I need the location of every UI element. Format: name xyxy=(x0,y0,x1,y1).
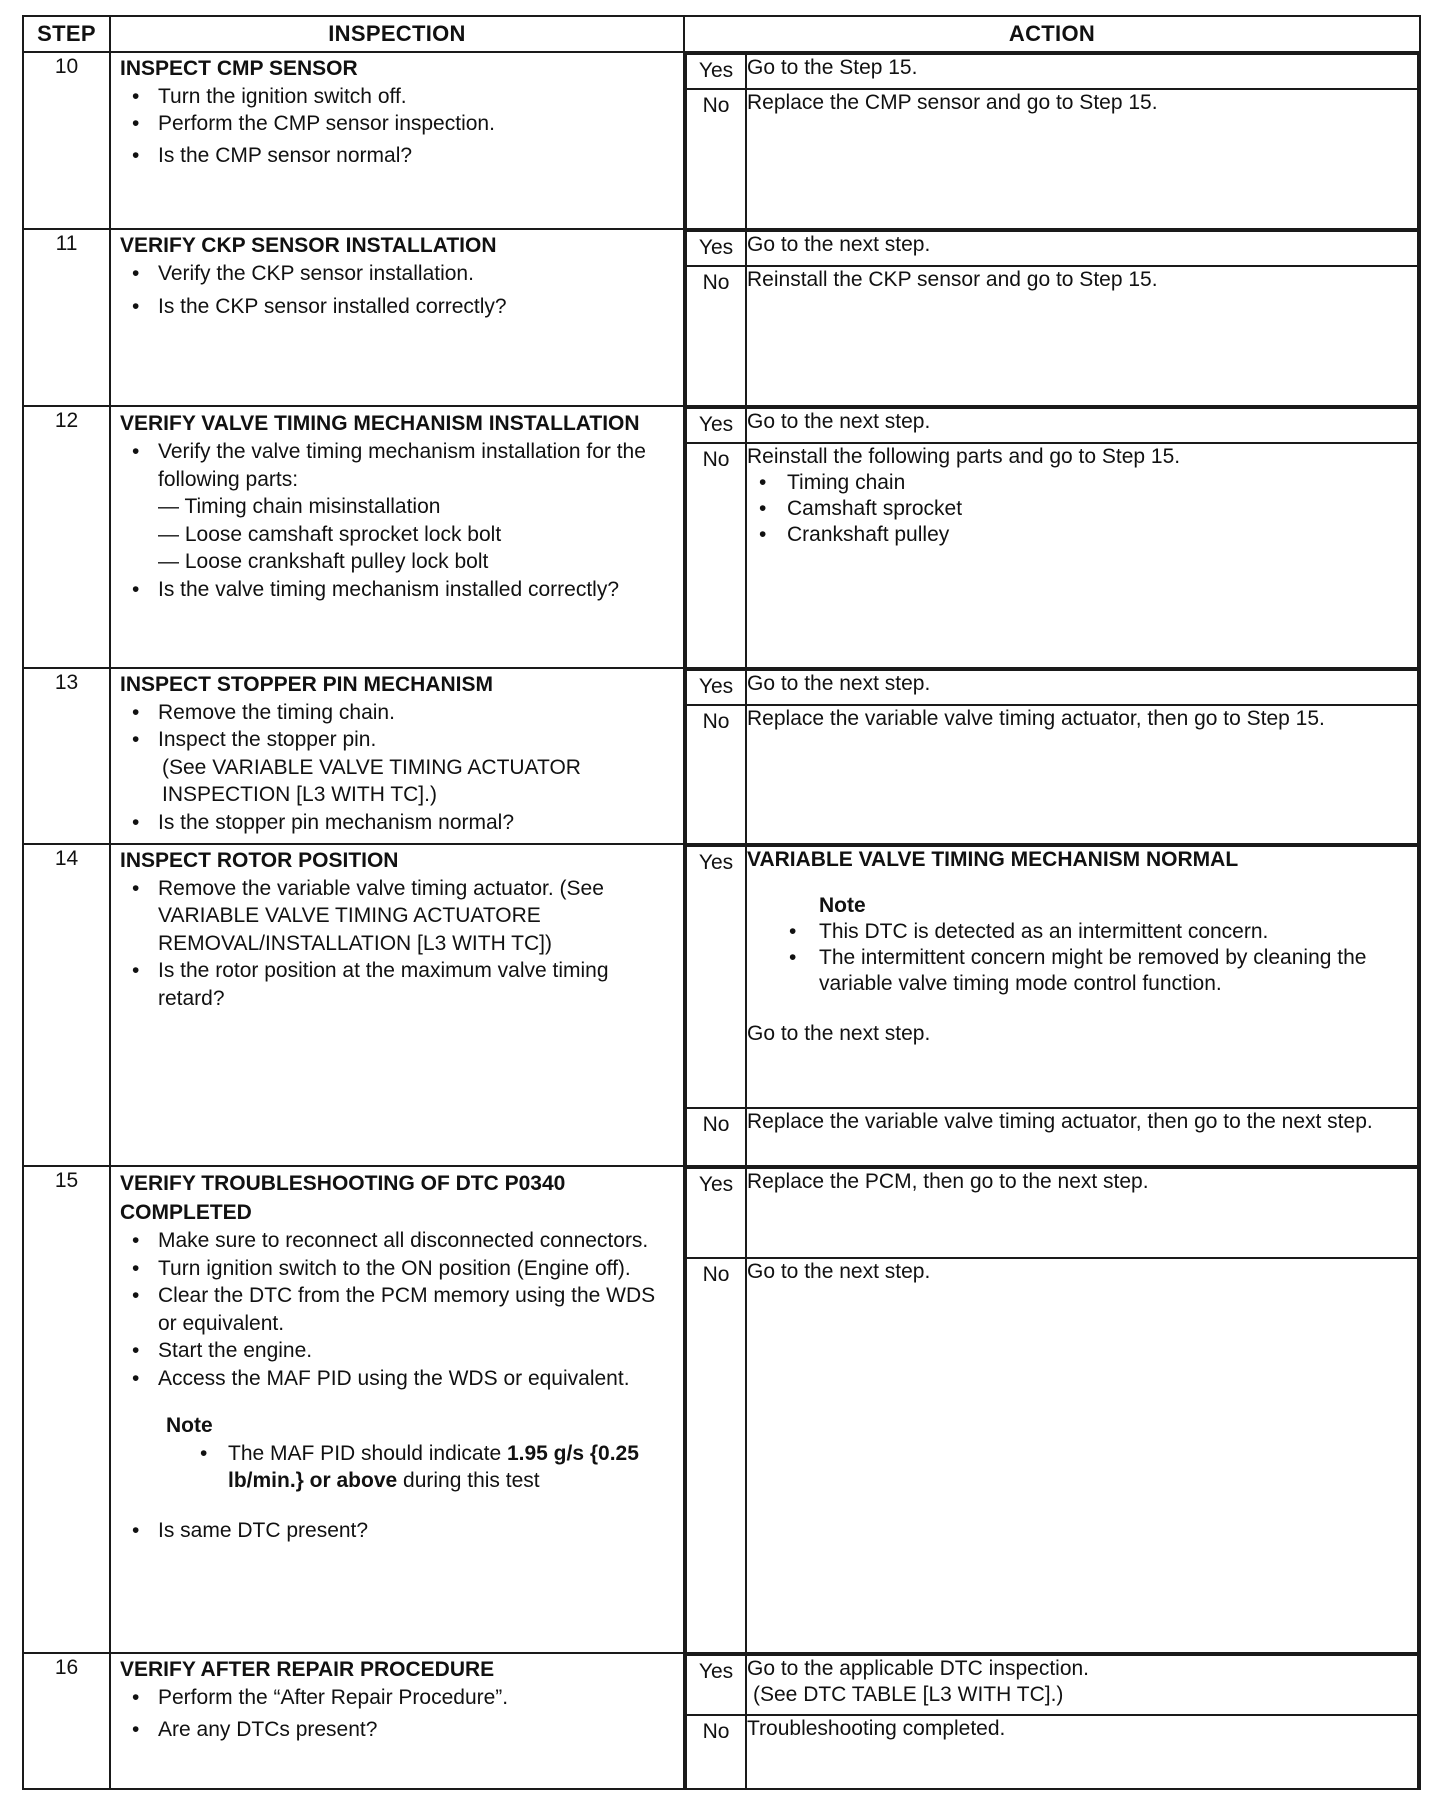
inspection-cell xyxy=(110,668,684,844)
inspection-bullet: • Is same DTC present? xyxy=(120,1517,671,1545)
step-title: INSPECT STOPPER PIN MECHANISM xyxy=(120,673,493,696)
step-row-14 xyxy=(23,844,1420,1166)
no-label: No xyxy=(686,1715,746,1788)
yes-action: Go to the next step. xyxy=(746,231,1418,266)
no-label: No xyxy=(686,443,746,667)
inspection-bullet: • Start the engine. xyxy=(120,1337,671,1365)
inspection-bullet: • Is the stopper pin mechanism normal? xyxy=(120,809,671,837)
note-text-end: during this test xyxy=(397,1469,540,1492)
step-number: 11 xyxy=(23,229,110,406)
note-label: Note xyxy=(819,894,866,917)
yes-action: Go to the next step. xyxy=(746,670,1418,705)
no-action: Troubleshooting completed. xyxy=(746,1715,1418,1788)
step-title: INSPECT CMP SENSOR xyxy=(120,57,358,80)
yes-action-cell xyxy=(746,846,1418,1108)
step-title: INSPECT ROTOR POSITION xyxy=(120,849,399,872)
inspection-bullet: • Make sure to reconnect all disconnected connectors. xyxy=(120,1227,671,1255)
step-title: VERIFY AFTER REPAIR PROCEDURE xyxy=(120,1658,495,1681)
yes-label: Yes xyxy=(686,54,746,89)
step-number: 16 xyxy=(23,1653,110,1789)
answer-cell xyxy=(684,1166,1420,1653)
answer-cell xyxy=(684,52,1420,229)
part-item: • Camshaft sprocket xyxy=(747,496,1417,522)
yes-action: Go to the applicable DTC inspection. xyxy=(747,1657,1090,1680)
yes-action: Go to the next step. xyxy=(746,408,1418,443)
inspection-bullet: • Perform the CMP sensor inspection. xyxy=(120,110,671,138)
step-number: 14 xyxy=(23,844,110,1166)
inspection-bullet: • Is the CKP sensor installed correctly? xyxy=(120,293,671,321)
inspection-bullet: • Turn ignition switch to the ON position (Engine off). xyxy=(120,1255,671,1283)
inspection-cell xyxy=(110,1653,684,1789)
inspection-cell xyxy=(110,1166,684,1653)
step-row-13 xyxy=(23,668,1420,844)
inspection-bullet: • Remove the timing chain. xyxy=(120,699,671,727)
dash-item: — Timing chain misinstallation xyxy=(158,495,441,518)
answer-cell xyxy=(684,844,1420,1166)
inspection-bullet: • Is the rotor position at the maximum valve timing retard? xyxy=(120,957,671,1012)
header-row xyxy=(23,16,1420,52)
no-action: Reinstall the CKP sensor and go to Step 15. xyxy=(746,266,1418,405)
part-item: • Timing chain xyxy=(747,470,1417,496)
yes-action-title: VARIABLE VALVE TIMING MECHANISM NORMAL xyxy=(747,848,1239,871)
inspection-cell xyxy=(110,406,684,668)
no-label: No xyxy=(686,266,746,405)
inspection-bullet: • Perform the “After Repair Procedure”. xyxy=(120,1684,671,1712)
answer-cell xyxy=(684,1653,1420,1789)
yes-action: Go to the next step. xyxy=(747,1022,931,1045)
note-label: Note xyxy=(166,1414,213,1437)
step-title: VERIFY VALVE TIMING MECHANISM INSTALLATION xyxy=(120,412,640,435)
note-bullet xyxy=(120,1440,671,1495)
answer-cell xyxy=(684,229,1420,406)
no-action: Replace the variable valve timing actuator, then go to the next step. xyxy=(746,1108,1418,1165)
yes-label: Yes xyxy=(686,846,746,1108)
no-action: Replace the CMP sensor and go to Step 15. xyxy=(746,89,1418,228)
step-row-12 xyxy=(23,406,1420,668)
step-row-10 xyxy=(23,52,1420,229)
no-label: No xyxy=(686,1108,746,1165)
note-text: The MAF PID should indicate xyxy=(228,1441,507,1465)
step-number: 13 xyxy=(23,668,110,844)
inspection-cell xyxy=(110,844,684,1166)
inspection-bullet: • Verify the valve timing mechanism installation for the following parts: xyxy=(120,438,671,493)
inspection-bullet: • Remove the variable valve timing actuator. (See VARIABLE VALVE TIMING ACTUATORE REMOVAL/INSTALLATION [L3 WITH TC]) xyxy=(120,875,671,958)
inspection-bullet: • Is the CMP sensor normal? xyxy=(120,142,671,170)
no-action-cell xyxy=(746,443,1418,667)
yes-action: Go to the Step 15. xyxy=(746,54,1418,89)
note-bullet: • The intermittent concern might be removed by cleaning the variable valve timing mode control function. xyxy=(747,945,1417,997)
step-number: 12 xyxy=(23,406,110,668)
yes-action: Replace the PCM, then go to the next step. xyxy=(746,1168,1418,1258)
note-value: 1.95 g/s {0.25 lb/min.} or above xyxy=(228,1441,639,1492)
inspection-bullet: • Is the valve timing mechanism installed correctly? xyxy=(120,576,671,604)
note-bullet: • This DTC is detected as an intermittent concern. xyxy=(747,919,1417,945)
see-reference: (See DTC TABLE [L3 WITH TC].) xyxy=(753,1683,1064,1706)
yes-label: Yes xyxy=(686,670,746,705)
no-action: Go to the next step. xyxy=(746,1258,1418,1652)
step-number: 15 xyxy=(23,1166,110,1653)
dash-item: — Loose camshaft sprocket lock bolt xyxy=(158,522,502,546)
header-inspection: INSPECTION xyxy=(110,16,684,52)
part-item: • Crankshaft pulley xyxy=(747,522,1417,548)
no-action: Replace the variable valve timing actuator, then go to Step 15. xyxy=(746,705,1418,843)
see-reference: (See VARIABLE VALVE TIMING ACTUATOR INSPECTION [L3 WITH TC].) xyxy=(162,755,581,806)
troubleshooting-table xyxy=(22,15,1421,1790)
no-label: No xyxy=(686,1258,746,1652)
no-label: No xyxy=(686,89,746,228)
step-number: 10 xyxy=(23,52,110,229)
inspection-cell xyxy=(110,52,684,229)
step-title: VERIFY CKP SENSOR INSTALLATION xyxy=(120,234,497,257)
no-label: No xyxy=(686,705,746,843)
header-action: ACTION xyxy=(684,16,1420,52)
yes-label: Yes xyxy=(686,1168,746,1258)
answer-cell xyxy=(684,668,1420,844)
dash-item: — Loose crankshaft pulley lock bolt xyxy=(158,550,489,573)
inspection-bullet: • Clear the DTC from the PCM memory using the WDS or equivalent. xyxy=(120,1282,671,1337)
inspection-bullet: • Verify the CKP sensor installation. xyxy=(120,260,671,288)
inspection-bullet: • Are any DTCs present? xyxy=(120,1716,671,1744)
inspection-cell xyxy=(110,229,684,406)
header-step: STEP xyxy=(23,16,110,52)
inspection-bullet: • Inspect the stopper pin. xyxy=(120,726,671,754)
no-action: Reinstall the following parts and go to Step 15. xyxy=(747,445,1181,468)
yes-label: Yes xyxy=(686,408,746,443)
step-row-11 xyxy=(23,229,1420,406)
step-row-16 xyxy=(23,1653,1420,1789)
yes-label: Yes xyxy=(686,1655,746,1715)
step-row-15 xyxy=(23,1166,1420,1653)
answer-cell xyxy=(684,406,1420,668)
inspection-bullet: • Turn the ignition switch off. xyxy=(120,83,671,111)
yes-action-cell xyxy=(746,1655,1418,1715)
step-title: VERIFY TROUBLESHOOTING OF DTC P0340 COMPLETED xyxy=(120,1172,566,1224)
inspection-bullet: • Access the MAF PID using the WDS or equivalent. xyxy=(120,1365,671,1393)
troubleshooting-document xyxy=(22,15,1419,1790)
yes-label: Yes xyxy=(686,231,746,266)
